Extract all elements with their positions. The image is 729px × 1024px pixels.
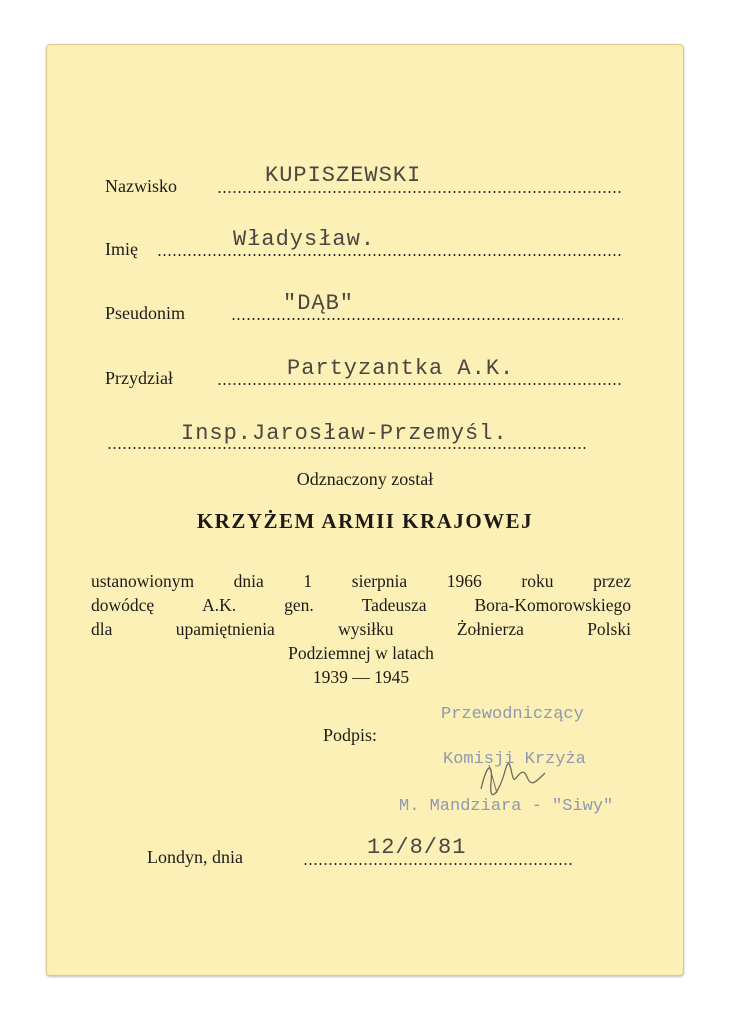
- word: dnia: [233, 571, 264, 591]
- description-line-1: [91, 569, 631, 593]
- pseudonym-value: "DĄB": [283, 291, 355, 316]
- assignment-value-2: Insp.Jarosław-Przemyśl.: [181, 421, 508, 446]
- surname-dotted-line: [217, 191, 621, 193]
- awarded-intro: Odznaczony został: [296, 469, 434, 489]
- date-value: 12/8/81: [367, 835, 467, 860]
- word: 1: [303, 571, 313, 591]
- word: Polski: [587, 619, 631, 639]
- word: Tadeusza: [361, 595, 427, 615]
- medal-title: KRZYŻEM ARMII KRAJOWEJ: [196, 509, 534, 533]
- word: ustanowionym: [91, 571, 195, 591]
- assignment-dotted-line: [217, 383, 621, 385]
- years: 1939 — 1945: [312, 667, 410, 687]
- handwritten-signature: [475, 753, 555, 803]
- surname-label: Nazwisko: [105, 176, 177, 196]
- description-line-2: [91, 593, 631, 617]
- assignment-value: Partyzantka A.K.: [287, 356, 515, 381]
- word: sierpnia: [351, 571, 408, 591]
- first-name-dotted-line: [157, 254, 621, 256]
- description-line-4: Podziemnej w latach: [288, 643, 434, 663]
- assignment-label: Przydział: [105, 368, 173, 388]
- word: gen.: [284, 595, 314, 615]
- word: Żołnierza: [456, 619, 524, 639]
- word: 1966: [446, 571, 482, 591]
- stamp-line-3: M. Mandziara - "Siwy": [399, 797, 614, 816]
- description-line-3: [91, 617, 631, 641]
- word: roku: [521, 571, 554, 591]
- surname-value: KUPISZEWSKI: [265, 163, 422, 188]
- stamp-line-1: Przewodniczący: [441, 705, 584, 724]
- award-card: [46, 44, 684, 976]
- word: Bora-Komorowskiego: [474, 595, 631, 615]
- signature-label: Podpis:: [323, 725, 378, 745]
- word: dowódcę: [91, 595, 155, 615]
- date-dotted-line: [303, 863, 573, 865]
- word: wysiłku: [338, 619, 394, 639]
- stamp-line-2: Komisji Krzyża: [443, 750, 586, 769]
- award-description: [91, 569, 631, 689]
- word: przez: [593, 571, 631, 591]
- assignment-dotted-line-2: [107, 447, 587, 449]
- word: dla: [91, 619, 113, 639]
- pseudonym-label: Pseudonim: [105, 303, 186, 323]
- first-name-value: Władysław.: [233, 227, 376, 252]
- pseudonym-dotted-line: [231, 318, 623, 320]
- first-name-label: Imię: [105, 239, 138, 259]
- place-date-label: Londyn, dnia: [147, 847, 243, 867]
- word: A.K.: [202, 595, 237, 615]
- word: upamiętnienia: [175, 619, 275, 639]
